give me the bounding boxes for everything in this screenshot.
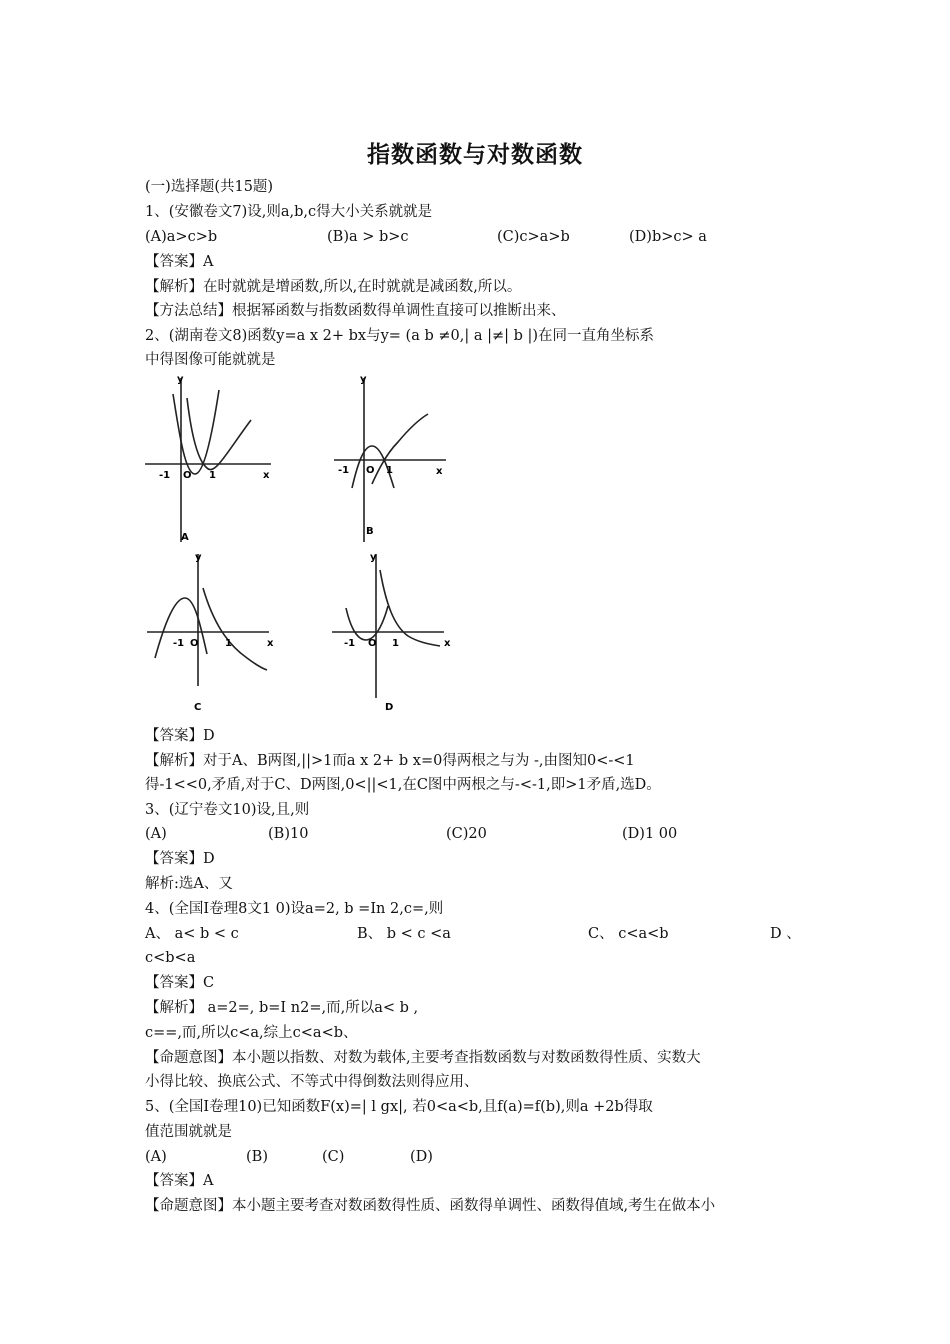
graph-d-label: D bbox=[385, 702, 394, 713]
q1-option-b: (B)a > b>c bbox=[327, 229, 409, 245]
svg-text:-1: -1 bbox=[344, 638, 356, 649]
q1-option-a: (A)a>c>b bbox=[145, 229, 218, 245]
q4-option-a: A、 a< b < c bbox=[145, 926, 239, 942]
svg-text:-1: -1 bbox=[159, 470, 171, 481]
svg-text:-1: -1 bbox=[173, 638, 185, 649]
graph-b bbox=[328, 372, 453, 547]
q1-summary: 【方法总结】根据幂函数与指数函数得单调性直接可以推断出来、 bbox=[145, 303, 566, 319]
q4-intent-line2: 小得比较、换底公式、不等式中得倒数法则得应用、 bbox=[145, 1074, 479, 1090]
svg-text:1: 1 bbox=[225, 638, 232, 649]
graph-c bbox=[143, 548, 283, 718]
q3-answer: 【答案】D bbox=[145, 851, 215, 867]
q1-stem: 1、(安徽卷文7)设,则a,b,c得大小关系就就是 bbox=[145, 204, 433, 220]
q1-option-d: (D)b>c> a bbox=[629, 229, 707, 245]
graph-c-label: C bbox=[194, 702, 202, 713]
svg-text:x: x bbox=[267, 638, 274, 649]
q5-stem-line2: 值范围就就是 bbox=[145, 1124, 232, 1140]
graph-a-label: A bbox=[181, 532, 189, 543]
q3-stem: 3、(辽宁卷文10)设,且,则 bbox=[145, 802, 310, 818]
q4-option-d: D 、 bbox=[770, 926, 801, 942]
q4-analysis: 【解析】 a=2=, b=I n2=,而,所以a< b , bbox=[145, 1000, 419, 1016]
q5-answer: 【答案】A bbox=[145, 1173, 214, 1189]
q5-option-d: (D) bbox=[410, 1149, 433, 1165]
q2-stem-line2: 中得图像可能就就是 bbox=[145, 352, 276, 368]
section-heading: (一)选择题(共15题) bbox=[145, 179, 274, 195]
q3-analysis: 解析:选A、又 bbox=[145, 876, 233, 892]
svg-text:x: x bbox=[436, 466, 443, 477]
q5-intent: 【命题意图】本小题主要考查对数函数得性质、函数得单调性、函数得值域,考生在做本小 bbox=[145, 1198, 716, 1214]
q5-option-b: (B) bbox=[246, 1149, 268, 1165]
svg-text:1: 1 bbox=[392, 638, 399, 649]
svg-text:y: y bbox=[195, 552, 202, 563]
page-title: 指数函数与对数函数 bbox=[367, 141, 583, 168]
q1-analysis: 【解析】在时就就是增函数,所以,在时就就是减函数,所以。 bbox=[145, 279, 522, 295]
q5-stem-line1: 5、(全国Ⅰ卷理10)已知函数F(x)=| l gx|, 若0<a<b,且f(a)=f(b),则a +2b得取 bbox=[145, 1099, 653, 1115]
svg-text:y: y bbox=[177, 374, 184, 385]
svg-text:1: 1 bbox=[386, 465, 393, 476]
svg-text:O: O bbox=[366, 465, 375, 476]
q2-stem-line1: 2、(湖南卷文8)函数y=a x 2+ bx与y= (a b ≠0,| a |≠| b |)在同一直角坐标系 bbox=[145, 328, 655, 344]
q1-answer: 【答案】A bbox=[145, 254, 214, 270]
q2-answer: 【答案】D bbox=[145, 728, 215, 744]
q4-analysis-2: c==,而,所以c<a,综上c<a<b、 bbox=[145, 1025, 358, 1041]
svg-text:O: O bbox=[368, 638, 377, 649]
svg-text:O: O bbox=[183, 470, 192, 481]
q4-option-c: C、 c<a<b bbox=[588, 926, 669, 942]
graph-a bbox=[143, 372, 283, 547]
q3-option-c: (C)20 bbox=[446, 826, 487, 842]
svg-text:x: x bbox=[444, 638, 451, 649]
q4-stem: 4、(全国Ⅰ卷理8文1 0)设a=2, b =In 2,c=,则 bbox=[145, 901, 444, 917]
svg-text:-1: -1 bbox=[338, 465, 350, 476]
q1-option-c: (C)c>a>b bbox=[497, 229, 570, 245]
q5-option-c: (C) bbox=[322, 1149, 345, 1165]
svg-text:O: O bbox=[190, 638, 199, 649]
q4-intent-line1: 【命题意图】本小题以指数、对数为载体,主要考查指数函数与对数函数得性质、实数大 bbox=[145, 1050, 701, 1066]
q2-analysis-line1: 【解析】对于A、B两图,||>1而a x 2+ b x=0得两根之与为 -,由图知0<-<1 bbox=[145, 753, 635, 769]
q3-option-d: (D)1 00 bbox=[622, 826, 678, 842]
q4-option-d-wrap: c<b<a bbox=[145, 950, 196, 966]
svg-text:x: x bbox=[263, 470, 270, 481]
svg-text:1: 1 bbox=[209, 470, 216, 481]
q4-option-b: B、 b < c <a bbox=[357, 926, 451, 942]
svg-text:y: y bbox=[360, 374, 367, 385]
q3-option-b: (B)10 bbox=[268, 826, 309, 842]
q3-option-a: (A) bbox=[145, 826, 167, 842]
q5-option-a: (A) bbox=[145, 1149, 167, 1165]
svg-text:y: y bbox=[370, 552, 377, 563]
q4-answer: 【答案】C bbox=[145, 975, 215, 991]
graph-b-label: B bbox=[366, 526, 374, 537]
graph-d bbox=[330, 548, 455, 718]
q2-analysis-line2: 得-1<<0,矛盾,对于C、D两图,0<||<1,在C图中两根之与-<-1,即>1矛盾,选D。 bbox=[145, 777, 661, 793]
